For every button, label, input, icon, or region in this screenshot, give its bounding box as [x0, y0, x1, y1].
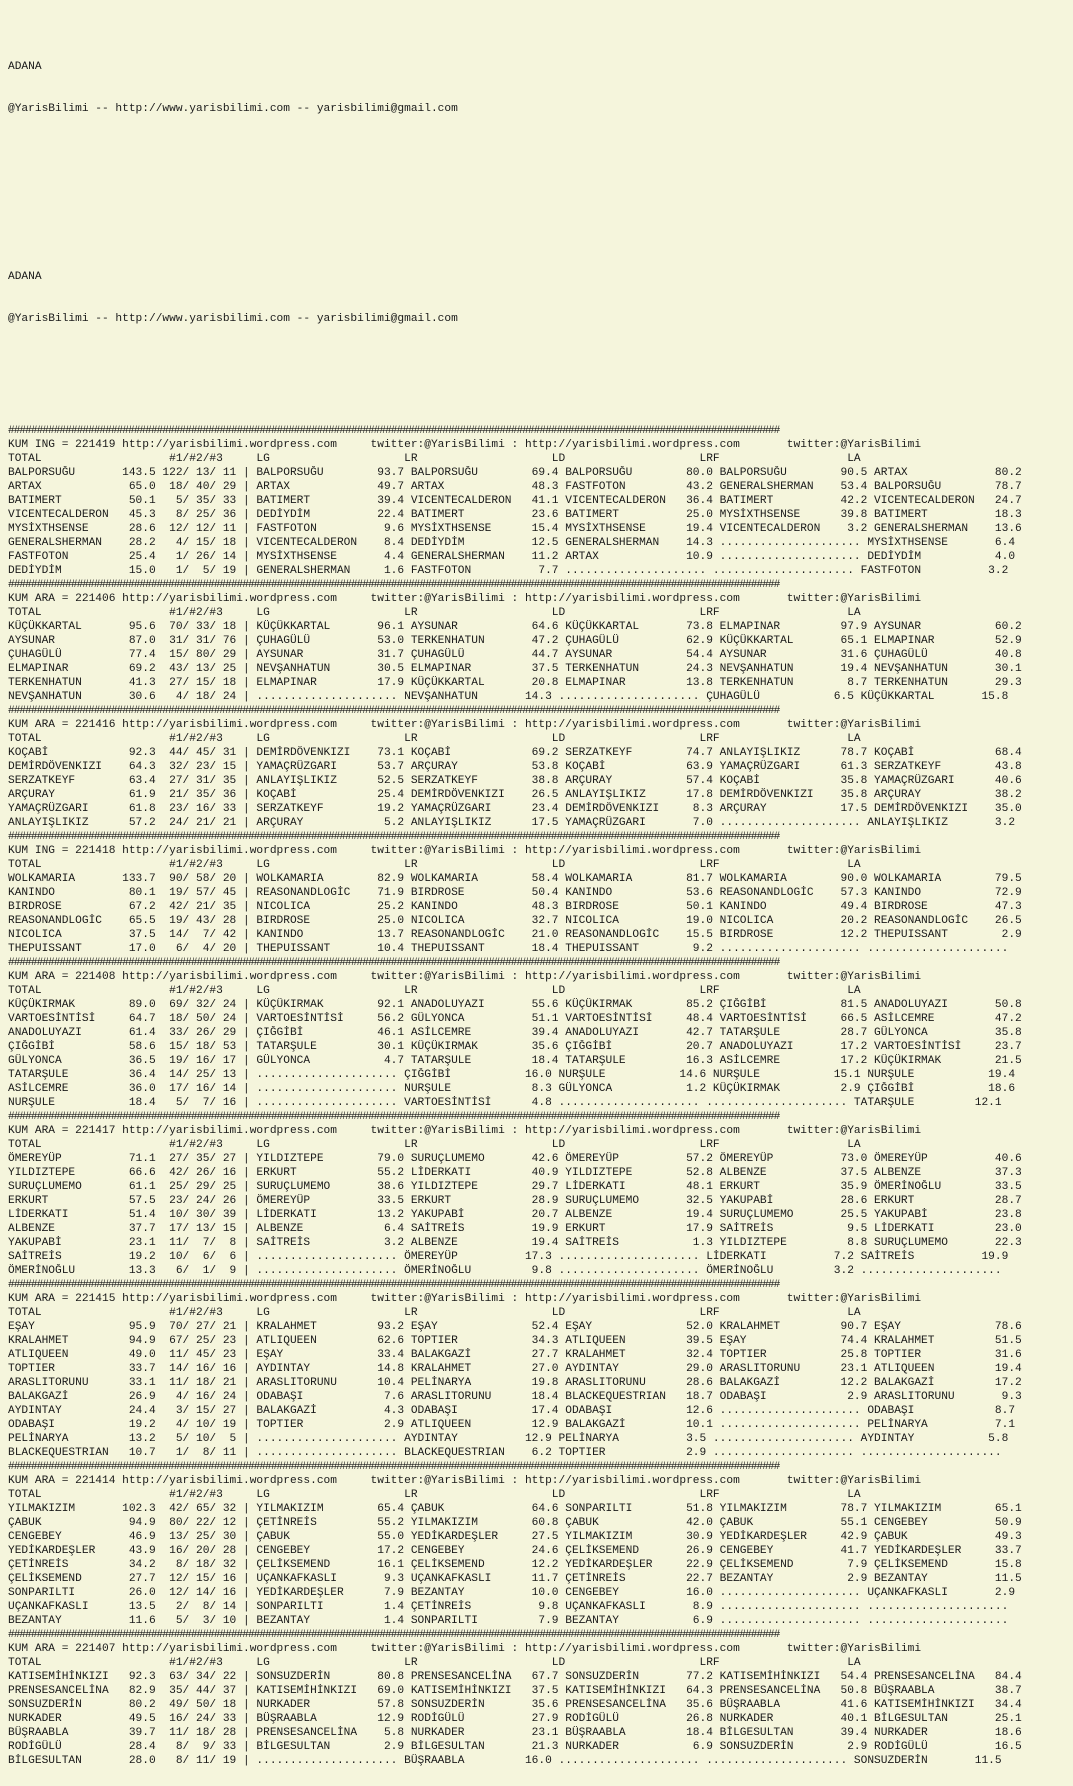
separator-line: ####################################################################################################################################### [8, 831, 780, 843]
separator-line: ####################################################################################################################################### [8, 1629, 780, 1641]
race-table [8, 592, 1065, 704]
table-row: EŞAY 95.9 70/ 27/ 21 | KRALAHMET 93.2 EŞAY 52.4 EŞAY 52.0 KRALAHMET 90.7 EŞAY 78.6 [8, 1321, 1022, 1333]
table-row: ÇIĞGİBİ 58.6 15/ 18/ 53 | TATARŞULE 30.1 KÜÇÜKIRMAK 35.6 ÇIĞGİBİ 20.7 ANADOLUYAZI 17.2 VARTOESİNTİSİ 23.7 [8, 1041, 1022, 1053]
table-row: ANADOLUYAZI 61.4 33/ 26/ 29 | ÇIĞGİBİ 46.1 ASİLCEMRE 39.4 ANADOLUYAZI 42.7 TATARŞULE 28.7 GÜLYONCA 35.8 [8, 1027, 1022, 1039]
table-row: BATIMERT 50.1 5/ 35/ 33 | BATIMERT 39.4 VICENTECALDERON 41.1 VICENTECALDERON 36.4 BATIMERT 42.2 VICENTECALDERON 24.7 [8, 495, 1022, 507]
header-block-2 [8, 242, 1065, 354]
table-row: ASİLCEMRE 36.0 17/ 16/ 14 | ..................... NURŞULE 8.3 GÜLYONCA 1.2 KÜÇÜKIRMAK 2.9 ÇIĞGİBİ 18.6 [8, 1083, 1016, 1095]
city-title: ADANA [8, 271, 42, 283]
race-tables [8, 424, 1065, 1768]
table-row: ÖMEREYÜP 71.1 27/ 35/ 27 | YILDIZTEPE 79.0 SURUÇLUMEMO 42.6 ÖMEREYÜP 57.2 ÖMEREYÜP 73.0 ÖMEREYÜP 40.6 [8, 1153, 1022, 1165]
table-row: CENGEBEY 46.9 13/ 25/ 30 | ÇABUK 55.0 YEDİKARDEŞLER 27.5 YILMAKIZIM 30.9 YEDİKARDEŞLER 42.9 ÇABUK 49.3 [8, 1531, 1022, 1543]
table-row: BEZANTAY 11.6 5/ 3/ 10 | BEZANTAY 1.4 SONPARILTI 7.9 BEZANTAY 6.9 ..................... ..................... [8, 1615, 1009, 1627]
separator-line: ####################################################################################################################################### [8, 579, 780, 591]
table-row: YEDİKARDEŞLER 43.9 16/ 20/ 28 | CENGEBEY 17.2 CENGEBEY 24.6 ÇELİKSEMEND 26.9 CENGEBEY 41.7 YEDİKARDEŞLER 33.7 [8, 1545, 1022, 1557]
race-table [8, 970, 1065, 1110]
table-row: AYSUNAR 87.0 31/ 31/ 76 | ÇUHAGÜLÜ 53.0 TERKENHATUN 47.2 ÇUHAGÜLÜ 62.9 KÜÇÜKKARTAL 65.1 ELMAPINAR 52.9 [8, 635, 1022, 647]
table-row: YILDIZTEPE 66.6 42/ 26/ 16 | ERKURT 55.2 LİDERKATI 40.9 YILDIZTEPE 52.8 ALBENZE 37.5 ALBENZE 37.3 [8, 1167, 1022, 1179]
table-row: TERKENHATUN 41.3 27/ 15/ 18 | ELMAPINAR 17.9 KÜÇÜKKARTAL 20.8 ELMAPINAR 13.8 TERKENHATUN 8.7 TERKENHATUN 29.3 [8, 677, 1022, 689]
table-row: TOPTIER 33.7 14/ 16/ 16 | AYDINTAY 14.8 KRALAHMET 27.0 AYDINTAY 29.0 ARASLITORUNU 23.1 ATLIQUEEN 19.4 [8, 1363, 1022, 1375]
column-header: TOTAL #1/#2/#3 LG LR LD LRF LA [8, 453, 861, 465]
table-row: SURUÇLUMEMO 61.1 25/ 29/ 25 | SURUÇLUMEMO 38.6 YILDIZTEPE 29.7 LİDERKATI 48.1 ERKURT 35.9 ÖMERİNOĞLU 33.5 [8, 1181, 1022, 1193]
table-row: FASTFOTON 25.4 1/ 26/ 14 | MYSİXTHSENSE 4.4 GENERALSHERMAN 11.2 ARTAX 10.9 ..................... DEDİYDİM 4.0 [8, 551, 1016, 563]
table-row: ÇETİNREİS 34.2 8/ 18/ 32 | ÇELİKSEMEND 16.1 ÇELİKSEMEND 12.2 YEDİKARDEŞLER 22.9 ÇELİKSEMEND 7.9 ÇELİKSEMEND 15.8 [8, 1559, 1022, 1571]
separator-line: ####################################################################################################################################### [8, 1279, 780, 1291]
table-row: NURKADER 49.5 16/ 24/ 33 | BÜŞRAABLA 12.9 RODİGÜLÜ 27.9 RODİGÜLÜ 26.8 NURKADER 40.1 BİLGESULTAN 25.1 [8, 1713, 1022, 1725]
race-table [8, 718, 1065, 830]
table-row: ODABAŞI 19.2 4/ 10/ 19 | TOPTIER 2.9 ATLIQUEEN 12.9 BALAKGAZİ 10.1 ..................... PELİNARYA 7.1 [8, 1419, 1016, 1431]
race-table [8, 1642, 1065, 1768]
column-header: TOTAL #1/#2/#3 LG LR LD LRF LA [8, 733, 861, 745]
race-header: KUM ARA = 221407 http://yarisbilimi.wordpress.com twitter:@YarisBilimi : http://yarisbilimi.wordpress.com twitter:@YarisBilimi [8, 1643, 922, 1655]
table-row: KOÇABİ 92.3 44/ 45/ 31 | DEMİRDÖVENKIZI 73.1 KOÇABİ 69.2 SERZATKEYF 74.7 ANLAYIŞLIKIZ 78.7 KOÇABİ 68.4 [8, 747, 1022, 759]
table-row: GENERALSHERMAN 28.2 4/ 15/ 18 | VICENTECALDERON 8.4 DEDİYDİM 12.5 GENERALSHERMAN 14.3 ..................... MYSİXTHSENSE 6.4 [8, 537, 1016, 549]
table-row: KÜÇÜKIRMAK 89.0 69/ 32/ 24 | KÜÇÜKIRMAK 92.1 ANADOLUYAZI 55.6 KÜÇÜKIRMAK 85.2 ÇIĞGİBİ 81.5 ANADOLUYAZI 50.8 [8, 999, 1022, 1011]
table-row: KANINDO 80.1 19/ 57/ 45 | REASONANDLOGİC 71.9 BIRDROSE 50.4 KANINDO 53.6 REASONANDLOGİC 57.3 KANINDO 72.9 [8, 887, 1022, 899]
column-header: TOTAL #1/#2/#3 LG LR LD LRF LA [8, 1139, 861, 1151]
table-row: KATISEMİHİNKIZI 92.3 63/ 34/ 22 | SONSUZDERİN 80.8 PRENSESANCELİNA 67.7 SONSUZDERİN 77.2 KATISEMİHİNKIZI 54.4 PRENSESANCELİNA 84.4 [8, 1671, 1022, 1683]
column-header: TOTAL #1/#2/#3 LG LR LD LRF LA [8, 1489, 861, 1501]
table-row: NURŞULE 18.4 5/ 7/ 16 | ..................... VARTOESİNTİSİ 4.8 ..................... ..................... TATARŞULE 12.1 [8, 1097, 1002, 1109]
contact-line: @YarisBilimi -- http://www.yarisbilimi.com -- yarisbilimi@gmail.com [8, 313, 458, 325]
table-row: KRALAHMET 94.9 67/ 25/ 23 | ATLIQUEEN 62.6 TOPTIER 34.3 ATLIQUEEN 39.5 EŞAY 74.4 KRALAHMET 51.5 [8, 1335, 1022, 1347]
table-row: SONSUZDERİN 80.2 49/ 50/ 18 | NURKADER 57.8 SONSUZDERİN 35.6 PRENSESANCELİNA 35.6 BÜŞRAABLA 41.6 KATISEMİHİNKIZI 34.4 [8, 1699, 1022, 1711]
table-row: REASONANDLOGİC 65.5 19/ 43/ 28 | BIRDROSE 25.0 NICOLICA 32.7 NICOLICA 19.0 NICOLICA 20.2 REASONANDLOGİC 26.5 [8, 915, 1022, 927]
table-row: YAKUPABİ 23.1 11/ 7/ 8 | SAİTREİS 3.2 ALBENZE 19.4 SAİTREİS 1.3 YILDIZTEPE 8.8 SURUÇLUMEMO 22.3 [8, 1237, 1022, 1249]
race-table [8, 1474, 1065, 1628]
table-row: ANLAYIŞLIKIZ 57.2 24/ 21/ 21 | ARÇURAY 5.2 ANLAYIŞLIKIZ 17.5 YAMAÇRÜZGARI 7.0 ..................... ANLAYIŞLIKIZ 3.2 [8, 817, 1016, 829]
table-row: ELMAPINAR 69.2 43/ 13/ 25 | NEVŞANHATUN 30.5 ELMAPINAR 37.5 TERKENHATUN 24.3 NEVŞANHATUN 19.4 NEVŞANHATUN 30.1 [8, 663, 1022, 675]
table-row: ERKURT 57.5 23/ 24/ 26 | ÖMEREYÜP 33.5 ERKURT 28.9 SURUÇLUMEMO 32.5 YAKUPABİ 28.6 ERKURT 28.7 [8, 1195, 1022, 1207]
race-header: KUM ARA = 221417 http://yarisbilimi.wordpress.com twitter:@YarisBilimi : http://yarisbilimi.wordpress.com twitter:@YarisBilimi [8, 1125, 922, 1137]
table-row: THEPUISSANT 17.0 6/ 4/ 20 | THEPUISSANT 10.4 THEPUISSANT 18.4 THEPUISSANT 9.2 ..................... ..................... [8, 943, 1009, 955]
table-row: ARÇURAY 61.9 21/ 35/ 36 | KOÇABİ 25.4 DEMİRDÖVENKIZI 26.5 ANLAYIŞLIKIZ 17.8 DEMİRDÖVENKIZI 35.8 ARÇURAY 38.2 [8, 789, 1022, 801]
table-row: ATLIQUEEN 49.0 11/ 45/ 23 | EŞAY 33.4 BALAKGAZİ 27.7 KRALAHMET 32.4 TOPTIER 25.8 TOPTIER 31.6 [8, 1349, 1022, 1361]
table-row: ÇELİKSEMEND 27.7 12/ 15/ 16 | UÇANKAFKASLI 9.3 UÇANKAFKASLI 11.7 ÇETİNREİS 22.7 BEZANTAY 2.9 BEZANTAY 11.5 [8, 1573, 1022, 1585]
table-row: ÖMERİNOĞLU 13.3 6/ 1/ 9 | ..................... ÖMERİNOĞLU 9.8 ..................... ÖMERİNOĞLU 3.2 ..................... [8, 1265, 1002, 1277]
table-row: DEDİYDİM 15.0 1/ 5/ 19 | GENERALSHERMAN 1.6 FASTFOTON 7.7 ..................... ..................... FASTFOTON 3.2 [8, 565, 1009, 577]
column-header: TOTAL #1/#2/#3 LG LR LD LRF LA [8, 859, 861, 871]
table-row: BALAKGAZİ 26.9 4/ 16/ 24 | ODABAŞI 7.6 ARASLITORUNU 18.4 BLACKEQUESTRIAN 18.7 ODABAŞI 2.9 ARASLITORUNU 9.3 [8, 1391, 1022, 1403]
city-title: ADANA [8, 61, 42, 73]
column-header: TOTAL #1/#2/#3 LG LR LD LRF LA [8, 1657, 861, 1669]
table-row: NICOLICA 37.5 14/ 7/ 42 | KANINDO 13.7 REASONANDLOGİC 21.0 REASONANDLOGİC 15.5 BIRDROSE 12.2 THEPUISSANT 2.9 [8, 929, 1022, 941]
race-header: KUM ING = 221418 http://yarisbilimi.wordpress.com twitter:@YarisBilimi : http://yarisbilimi.wordpress.com twitter:@YarisBilimi [8, 845, 922, 857]
table-row: ÇUHAGÜLÜ 77.4 15/ 80/ 29 | AYSUNAR 31.7 ÇUHAGÜLÜ 44.7 AYSUNAR 54.4 AYSUNAR 31.6 ÇUHAGÜLÜ 40.8 [8, 649, 1022, 661]
table-row: BÜŞRAABLA 39.7 11/ 18/ 28 | PRENSESANCELİNA 5.8 NURKADER 23.1 BÜŞRAABLA 18.4 BİLGESULTAN 39.4 NURKADER 18.6 [8, 1727, 1022, 1739]
column-header: TOTAL #1/#2/#3 LG LR LD LRF LA [8, 607, 861, 619]
race-header: KUM ARA = 221415 http://yarisbilimi.wordpress.com twitter:@YarisBilimi : http://yarisbilimi.wordpress.com twitter:@YarisBilimi [8, 1293, 922, 1305]
separator-line: ####################################################################################################################################### [8, 1111, 780, 1123]
table-row: VICENTECALDERON 45.3 8/ 25/ 36 | DEDİYDİM 22.4 BATIMERT 23.6 BATIMERT 25.0 MYSİXTHSENSE 39.8 BATIMERT 18.3 [8, 509, 1022, 521]
table-row: ÇABUK 94.9 80/ 22/ 12 | ÇETİNREİS 55.2 YILMAKIZIM 60.8 ÇABUK 42.0 ÇABUK 55.1 CENGEBEY 50.9 [8, 1517, 1022, 1529]
table-row: BİLGESULTAN 28.0 8/ 11/ 19 | ..................... BÜŞRAABLA 16.0 ..................... ..................... SONSUZDERİN 11.5 [8, 1755, 1002, 1767]
table-row: MYSİXTHSENSE 28.6 12/ 12/ 11 | FASTFOTON 9.6 MYSİXTHSENSE 15.4 MYSİXTHSENSE 19.4 VICENTECALDERON 3.2 GENERALSHERMAN 13.6 [8, 523, 1022, 535]
table-row: PRENSESANCELİNA 82.9 35/ 44/ 37 | KATISEMİHİNKIZI 69.0 KATISEMİHİNKIZI 37.5 KATISEMİHİNKIZI 64.3 PRENSESANCELİNA 50.8 BÜŞRAABLA 38.7 [8, 1685, 1022, 1697]
race-header: KUM ARA = 221416 http://yarisbilimi.wordpress.com twitter:@YarisBilimi : http://yarisbilimi.wordpress.com twitter:@YarisBilimi [8, 719, 922, 731]
column-header: TOTAL #1/#2/#3 LG LR LD LRF LA [8, 1307, 861, 1319]
table-row: YAMAÇRÜZGARI 61.8 23/ 16/ 33 | SERZATKEYF 19.2 YAMAÇRÜZGARI 23.4 DEMİRDÖVENKIZI 8.3 ARÇURAY 17.5 DEMİRDÖVENKIZI 35.0 [8, 803, 1022, 815]
race-header: KUM ARA = 221406 http://yarisbilimi.wordpress.com twitter:@YarisBilimi : http://yarisbilimi.wordpress.com twitter:@YarisBilimi [8, 593, 922, 605]
race-header: KUM ARA = 221414 http://yarisbilimi.wordpress.com twitter:@YarisBilimi : http://yarisbilimi.wordpress.com twitter:@YarisBilimi [8, 1475, 922, 1487]
table-row: YILMAKIZIM 102.3 42/ 65/ 32 | YILMAKIZIM 65.4 ÇABUK 64.6 SONPARILTI 51.8 YILMAKIZIM 78.7 YILMAKIZIM 65.1 [8, 1503, 1022, 1515]
race-header: KUM ARA = 221408 http://yarisbilimi.wordpress.com twitter:@YarisBilimi : http://yarisbilimi.wordpress.com twitter:@YarisBilimi [8, 971, 922, 983]
table-row: BALPORSUĞU 143.5 122/ 13/ 11 | BALPORSUĞU 93.7 BALPORSUĞU 69.4 BALPORSUĞU 80.0 BALPORSUĞU 90.5 ARTAX 80.2 [8, 467, 1022, 479]
table-row: ARASLITORUNU 33.1 11/ 18/ 21 | ARASLITORUNU 10.4 PELİNARYA 19.8 ARASLITORUNU 28.6 BALAKGAZİ 12.2 BALAKGAZİ 17.2 [8, 1377, 1022, 1389]
column-header: TOTAL #1/#2/#3 LG LR LD LRF LA [8, 985, 861, 997]
header-block-1 [8, 32, 1065, 144]
table-row: RODİGÜLÜ 28.4 8/ 9/ 33 | BİLGESULTAN 2.9 BİLGESULTAN 21.3 NURKADER 6.9 SONSUZDERİN 2.9 RODİGÜLÜ 16.5 [8, 1741, 1022, 1753]
table-row: PELİNARYA 13.2 5/ 10/ 5 | ..................... AYDINTAY 12.9 PELİNARYA 3.5 ..................... AYDINTAY 5.8 [8, 1433, 1009, 1445]
table-row: TATARŞULE 36.4 14/ 25/ 13 | ..................... ÇIĞGİBİ 16.0 NURŞULE 14.6 NURŞULE 15.1 NURŞULE 19.4 [8, 1069, 1016, 1081]
table-row: UÇANKAFKASLI 13.5 2/ 8/ 14 | SONPARILTI 1.4 ÇETİNREİS 9.8 UÇANKAFKASLI 8.9 ..................... ..................... [8, 1601, 1009, 1613]
separator-line: ####################################################################################################################################### [8, 425, 780, 437]
table-row: SONPARILTI 26.0 12/ 14/ 16 | YEDİKARDEŞLER 7.9 BEZANTAY 10.0 CENGEBEY 16.0 ..................... UÇANKAFKASLI 2.9 [8, 1587, 1016, 1599]
race-table [8, 1124, 1065, 1278]
race-header: KUM ING = 221419 http://yarisbilimi.wordpress.com twitter:@YarisBilimi : http://yarisbilimi.wordpress.com twitter:@YarisBilimi [8, 439, 922, 451]
table-row: DEMİRDÖVENKIZI 64.3 32/ 23/ 15 | YAMAÇRÜZGARI 53.7 ARÇURAY 53.8 KOÇABİ 63.9 YAMAÇRÜZGARI 61.3 SERZATKEYF 43.8 [8, 761, 1022, 773]
table-row: VARTOESİNTİSİ 64.7 18/ 50/ 24 | VARTOESİNTİSİ 56.2 GÜLYONCA 51.1 VARTOESİNTİSİ 48.4 VARTOESİNTİSİ 66.5 ASİLCEMRE 47.2 [8, 1013, 1022, 1025]
table-row: GÜLYONCA 36.5 19/ 16/ 17 | GÜLYONCA 4.7 TATARŞULE 18.4 TATARŞULE 16.3 ASİLCEMRE 17.2 KÜÇÜKIRMAK 21.5 [8, 1055, 1022, 1067]
race-table [8, 1292, 1065, 1460]
separator-line: ####################################################################################################################################### [8, 705, 780, 717]
table-row: KÜÇÜKKARTAL 95.6 70/ 33/ 18 | KÜÇÜKKARTAL 96.1 AYSUNAR 64.6 KÜÇÜKKARTAL 73.8 ELMAPINAR 97.9 AYSUNAR 60.2 [8, 621, 1022, 633]
table-row: ARTAX 65.0 18/ 40/ 29 | ARTAX 49.7 ARTAX 48.3 FASTFOTON 43.2 GENERALSHERMAN 53.4 BALPORSUĞU 78.7 [8, 481, 1022, 493]
table-row: ALBENZE 37.7 17/ 13/ 15 | ALBENZE 6.4 SAİTREİS 19.9 ERKURT 17.9 SAİTREİS 9.5 LİDERKATI 23.0 [8, 1223, 1022, 1235]
separator-line: ####################################################################################################################################### [8, 957, 780, 969]
table-row: SAİTREİS 19.2 10/ 6/ 6 | ..................... ÖMEREYÜP 17.3 ..................... LİDERKATI 7.2 SAİTREİS 19.9 [8, 1251, 1009, 1263]
contact-line: @YarisBilimi -- http://www.yarisbilimi.com -- yarisbilimi@gmail.com [8, 103, 458, 115]
race-table [8, 438, 1065, 578]
table-row: NEVŞANHATUN 30.6 4/ 18/ 24 | ..................... NEVŞANHATUN 14.3 ..................... ÇUHAGÜLÜ 6.5 KÜÇÜKKARTAL 15.8 [8, 691, 1009, 703]
table-row: WOLKAMARIA 133.7 90/ 58/ 20 | WOLKAMARIA 82.9 WOLKAMARIA 58.4 WOLKAMARIA 81.7 WOLKAMARIA 90.0 WOLKAMARIA 79.5 [8, 873, 1022, 885]
race-table [8, 844, 1065, 956]
separator-line: ####################################################################################################################################### [8, 1461, 780, 1473]
table-row: SERZATKEYF 63.4 27/ 31/ 35 | ANLAYIŞLIKIZ 52.5 SERZATKEYF 38.8 ARÇURAY 57.4 KOÇABİ 35.8 YAMAÇRÜZGARI 40.6 [8, 775, 1022, 787]
table-row: AYDINTAY 24.4 3/ 15/ 27 | BALAKGAZİ 4.3 ODABAŞI 17.4 ODABAŞI 12.6 ..................... ODABAŞI 8.7 [8, 1405, 1016, 1417]
table-row: BLACKEQUESTRIAN 10.7 1/ 8/ 11 | ..................... BLACKEQUESTRIAN 6.2 TOPTIER 2.9 ..................... ..................... [8, 1447, 1002, 1459]
table-row: LİDERKATI 51.4 10/ 30/ 39 | LİDERKATI 13.2 YAKUPABİ 20.7 ALBENZE 19.4 SURUÇLUMEMO 25.5 YAKUPABİ 23.8 [8, 1209, 1022, 1221]
table-row: BIRDROSE 67.2 42/ 21/ 35 | NICOLICA 25.2 KANINDO 48.3 BIRDROSE 50.1 KANINDO 49.4 BIRDROSE 47.3 [8, 901, 1022, 913]
